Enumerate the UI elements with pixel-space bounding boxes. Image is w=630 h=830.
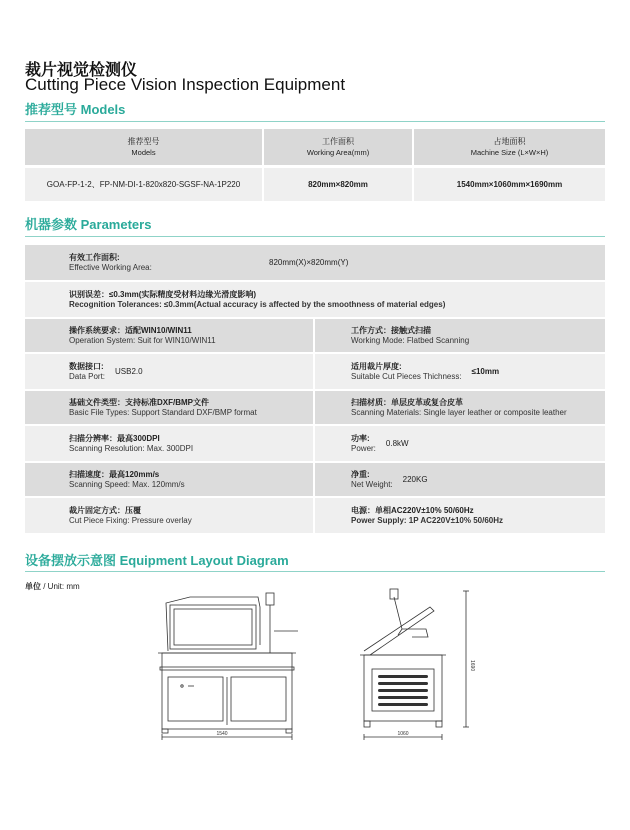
param-os: 操作系统要求：适配WIN10/WIN11 Operation System: Suit for WIN10/WIN11	[25, 319, 315, 352]
param-value: 0.8kW	[385, 438, 409, 448]
param-file-types: 基础文件类型：支持标准DXF/BMP文件 Basic File Types: Support Standard DXF/BMP format	[25, 391, 315, 424]
equipment-layout-diagram	[150, 585, 480, 745]
vent-grille	[378, 675, 428, 706]
models-heading: 推荐型号 Models	[25, 102, 126, 117]
param-value: USB2.0	[115, 366, 143, 376]
layout-divider	[25, 571, 605, 572]
param-value: 820mm(X)×820mm(Y)	[269, 257, 349, 267]
dim-front-width: 1540	[216, 731, 228, 737]
col-header-working-area: 工作面积 Working Area(mm)	[263, 129, 413, 166]
param-value: 220KG	[402, 474, 428, 484]
side-view-drawing	[360, 589, 469, 740]
page-title-cn: 裁片视觉检测仪	[25, 62, 138, 79]
page-title-en: Cutting Piece Vision Inspection Equipment	[25, 75, 346, 94]
param-work-mode: 工作方式：接触式扫描 Working Mode: Flatbed Scanning	[315, 319, 605, 352]
unit-label: 单位 / Unit: mm	[25, 582, 80, 591]
param-thickness: 适用裁片厚度: Suitable Cut Pieces Thichness: ≤10mm	[315, 354, 605, 389]
table-row	[25, 166, 605, 201]
col-header-machine-size: 占地面积 Machine Size (L×W×H)	[413, 129, 605, 166]
cell-working-area: 820mm×820mm	[263, 166, 413, 201]
col-header-models: 推荐型号 Models	[25, 129, 263, 166]
param-recognition: 识别误差：≤0.3mm(实际精度受材料边缘光滑度影响) Recognition Tolerances: ≤0.3mm(Actual accuracy is affected by the smoothness of material edges)	[25, 282, 605, 317]
param-materials: 扫描材质：单层皮革或复合皮革 Scanning Materials: Single layer leather or composite leather	[315, 391, 605, 424]
param-resolution: 扫描分辨率：最高300DPI Scanning Resolution: Max. 300DPI	[25, 426, 315, 461]
models-table	[25, 129, 605, 201]
param-power: 功率: Power: 0.8kW	[315, 426, 605, 461]
parameters-heading: 机器参数 Parameters	[25, 217, 152, 232]
dim-side-width: 1060	[397, 731, 409, 737]
dim-height: 1690	[469, 660, 475, 672]
param-weight: 净重: Net Weight: 220KG	[315, 463, 605, 496]
param-fixing: 裁片固定方式：压覆 Cut Piece Fixing: Pressure overlay	[25, 498, 315, 533]
parameters-table	[25, 245, 605, 535]
param-speed: 扫描速度：最高120mm/s Scanning Speed: Max. 120mm/s	[25, 463, 315, 496]
parameters-divider	[25, 236, 605, 237]
param-data-port: 数据接口: Data Port: USB2.0	[25, 354, 315, 389]
param-value: ≤10mm	[471, 366, 500, 376]
layout-heading: 设备摆放示意图 Equipment Layout Diagram	[25, 553, 289, 568]
cell-model: GOA-FP-1-2、FP-NM-DI-1-820x820-SGSF-NA-1P220	[25, 166, 263, 201]
cell-machine-size: 1540mm×1060mm×1690mm	[413, 166, 605, 201]
front-view-drawing	[158, 593, 298, 740]
param-effective-area: 有效工作面积: Effective Working Area: 820mm(X)×820mm(Y)	[25, 245, 605, 280]
models-divider	[25, 121, 605, 122]
param-power-supply: 电源：单相AC220V±10% 50/60Hz Power Supply: 1P AC220V±10% 50/60Hz	[315, 498, 605, 533]
